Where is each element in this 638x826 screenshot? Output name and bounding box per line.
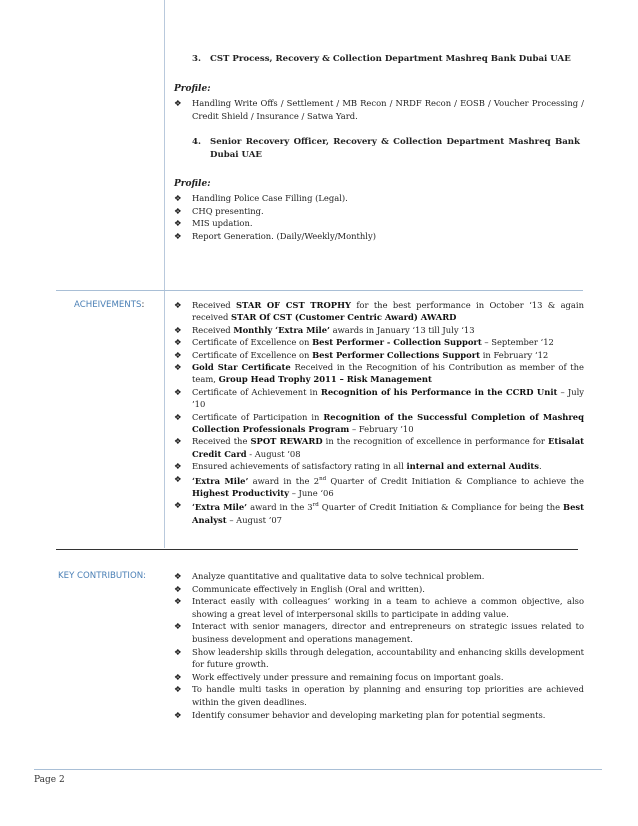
achievement-text: Quarter of Credit Initiation & Compliance to achieve the <box>326 475 584 486</box>
achievement-emphasis: Highest Productivity <box>192 487 290 498</box>
list-item-text: Handling Write Offs / Settlement / MB Recon / NRDF Recon / EOSB / Voucher Processing / Credit Shield / Insurance / Satwa Yard. <box>192 98 584 121</box>
achievements-heading <box>74 300 144 310</box>
achievement-text: award in the 3 <box>247 502 313 513</box>
diamond-bullet-icon: ❖ <box>174 98 182 108</box>
achievement-item <box>174 386 584 411</box>
profile-label: Profile: <box>174 179 211 189</box>
achievement-text: in February ‘12 <box>480 349 549 360</box>
diamond-bullet-icon: ❖ <box>174 684 182 695</box>
diamond-bullet-icon: ❖ <box>174 230 182 241</box>
achievement-emphasis: Etisalat Credit Card <box>192 436 584 459</box>
achievements-list <box>174 299 584 526</box>
achievement-text: awards in January ‘13 till July ‘13 <box>329 324 475 335</box>
achievement-item <box>174 435 584 460</box>
list-item-text: MIS updation. <box>192 218 253 229</box>
achievement-text: Certificate of Participation in <box>192 411 324 422</box>
list-item-text: Handling Police Case Filling (Legal). <box>192 193 348 203</box>
job-number: 4. <box>192 137 201 147</box>
achievement-text: Received the <box>192 436 251 447</box>
diamond-bullet-icon: ❖ <box>174 362 182 373</box>
contribution-item <box>174 595 584 620</box>
list-item <box>174 97 584 122</box>
contribution-item <box>174 709 584 722</box>
achievement-text: – June ‘06 <box>289 487 334 498</box>
contribution-item <box>174 671 584 684</box>
achievement-emphasis: Recognition of the Successful Completion of Mashreq Collection Professionals Program <box>192 411 584 435</box>
achievement-item <box>174 473 584 500</box>
achievement-text: award in the 2 <box>248 475 320 486</box>
contribution-text: Analyze quantitative and qualitative data to solve technical problem. <box>192 571 485 581</box>
diamond-bullet-icon: ❖ <box>174 324 182 335</box>
list-item-text: CHQ presenting. <box>192 205 264 216</box>
diamond-bullet-icon: ❖ <box>174 646 182 657</box>
job-3-profile-list <box>174 97 584 122</box>
diamond-bullet-icon: ❖ <box>174 337 182 348</box>
achievement-text: rd <box>312 502 319 509</box>
list-item <box>174 230 584 243</box>
achievement-emphasis: STAR Of CST (Customer Centric Award) AWARD <box>231 312 457 323</box>
left-column-divider <box>164 0 165 548</box>
achievement-text: Received <box>192 300 236 310</box>
diamond-bullet-icon: ❖ <box>174 411 182 422</box>
achievement-text: - August ’08 <box>246 448 301 459</box>
achievements-label: ACHEIVEMENTS <box>74 300 142 310</box>
achievement-item <box>174 324 584 336</box>
diamond-bullet-icon: ❖ <box>174 571 182 581</box>
achievement-emphasis: Monthly ‘Extra Mile’ <box>233 324 330 335</box>
achievement-emphasis: Best Performer - Collection Support <box>312 337 482 348</box>
contribution-item <box>174 646 584 671</box>
job-title-3 <box>192 53 580 66</box>
job-title-text: CST Process, Recovery & Collection Department Mashreq Bank Dubai UAE <box>210 54 571 64</box>
achievement-emphasis: STAR OF CST TROPHY <box>236 300 351 310</box>
diamond-bullet-icon: ❖ <box>174 500 182 511</box>
achievement-text: Certificate of Excellence on <box>192 337 313 348</box>
profile-label: Profile: <box>174 84 211 94</box>
diamond-bullet-icon: ❖ <box>174 349 182 360</box>
diamond-bullet-icon: ❖ <box>174 386 182 397</box>
list-item <box>174 192 584 205</box>
achievement-text: Certificate of Achievement in <box>192 386 321 397</box>
achievement-emphasis: Recognition of his Performance in the CCRD Unit <box>320 386 558 397</box>
contribution-item <box>174 683 584 708</box>
diamond-bullet-icon: ❖ <box>174 621 182 632</box>
section-divider <box>56 290 583 291</box>
diamond-bullet-icon: ❖ <box>174 473 182 484</box>
achievement-text: Certificate of Excellence on <box>192 349 313 360</box>
achievement-emphasis: ‘Extra Mile’ <box>192 475 249 486</box>
job-number: 3. <box>192 54 201 64</box>
diamond-bullet-icon: ❖ <box>174 583 182 594</box>
job-4-profile-list <box>174 192 584 242</box>
key-contribution-heading: KEY CONTRIBUTION: <box>58 571 147 581</box>
contribution-text: Interact with senior managers, director and entrepreneurs on strategic issues related to business development and operations management. <box>192 621 584 644</box>
list-item-text: Report Generation. (Daily/Weekly/Monthly) <box>192 230 376 241</box>
achievement-item <box>174 499 584 526</box>
achievement-item <box>174 411 584 436</box>
contribution-text: Interact easily with colleagues’ working in a team to achieve a common objective, also showing a great level of interpersonal skills to participate in adding value. <box>192 596 584 619</box>
achievement-text: – February ’10 <box>349 424 414 435</box>
contribution-text: Show leadership skills through delegation, accountability and enhancing skills development for future growth. <box>192 646 584 670</box>
achievement-item <box>174 299 584 324</box>
achievement-text: nd <box>319 475 327 482</box>
achievement-emphasis: SPOT REWARD <box>250 436 323 447</box>
contribution-item <box>174 620 584 645</box>
achievement-emphasis: ‘Extra Mile’ <box>192 502 248 513</box>
page-number: Page 2 <box>34 775 65 785</box>
achievement-emphasis: internal and external Audits <box>406 461 539 472</box>
job-title-text: Senior Recovery Officer, Recovery & Collection Department Mashreq Bank Dubai UAE <box>210 137 580 160</box>
achievement-text: – August ’07 <box>226 514 283 525</box>
diamond-bullet-icon: ❖ <box>174 205 182 216</box>
footer-divider <box>34 769 602 770</box>
achievement-text: – July ’10 <box>192 386 584 410</box>
contribution-text: To handle multi tasks in operation by planning and ensuring top priorities are achieved within the given deadlines. <box>192 684 584 707</box>
diamond-bullet-icon: ❖ <box>174 218 182 229</box>
diamond-bullet-icon: ❖ <box>174 671 182 682</box>
section-divider <box>56 549 578 550</box>
diamond-bullet-icon: ❖ <box>174 596 182 607</box>
achievement-text: for the best performance in October ‘13 & again received <box>192 300 584 323</box>
achievement-text: Received in the Recognition of his Contribution as member of the team, <box>192 362 584 385</box>
list-item <box>174 205 584 218</box>
achievement-item <box>174 460 584 472</box>
diamond-bullet-icon: ❖ <box>174 300 182 310</box>
job-title-4 <box>192 136 580 162</box>
diamond-bullet-icon: ❖ <box>174 709 182 720</box>
achievement-text: Ensured achievements of satisfactory rating in all <box>192 461 407 472</box>
achievement-emphasis: Best Performer Collections Support <box>312 349 481 360</box>
achievement-item <box>174 336 584 348</box>
contribution-text: Communicate effectively in English (Oral and written). <box>192 583 425 594</box>
achievement-emphasis: Group Head Trophy 2011 – Risk Management <box>218 374 432 385</box>
list-item <box>174 217 584 230</box>
achievement-item <box>174 349 584 361</box>
key-contribution-list <box>174 570 584 721</box>
diamond-bullet-icon: ❖ <box>174 436 182 447</box>
contribution-item <box>174 570 584 583</box>
diamond-bullet-icon: ❖ <box>174 461 182 472</box>
achievement-text: in the recognition of excellence in performance for <box>322 436 548 447</box>
contribution-text: Identify consumer behavior and developing marketing plan for potential segments. <box>192 709 546 720</box>
contribution-item <box>174 583 584 596</box>
achievement-text: Received <box>192 324 234 335</box>
diamond-bullet-icon: ❖ <box>174 193 182 203</box>
achievement-emphasis: Gold Star Certificate <box>192 362 291 373</box>
contribution-text: Work effectively under pressure and remaining focus on important goals. <box>192 671 504 682</box>
achievement-text: Quarter of Credit Initiation & Compliance for being the <box>318 502 564 513</box>
achievement-text: . <box>538 461 542 472</box>
achievement-emphasis: Best Analyst <box>192 502 585 525</box>
achievement-item <box>174 361 584 386</box>
achievements-colon: : <box>141 300 145 310</box>
achievement-text: – September ‘12 <box>481 337 554 348</box>
